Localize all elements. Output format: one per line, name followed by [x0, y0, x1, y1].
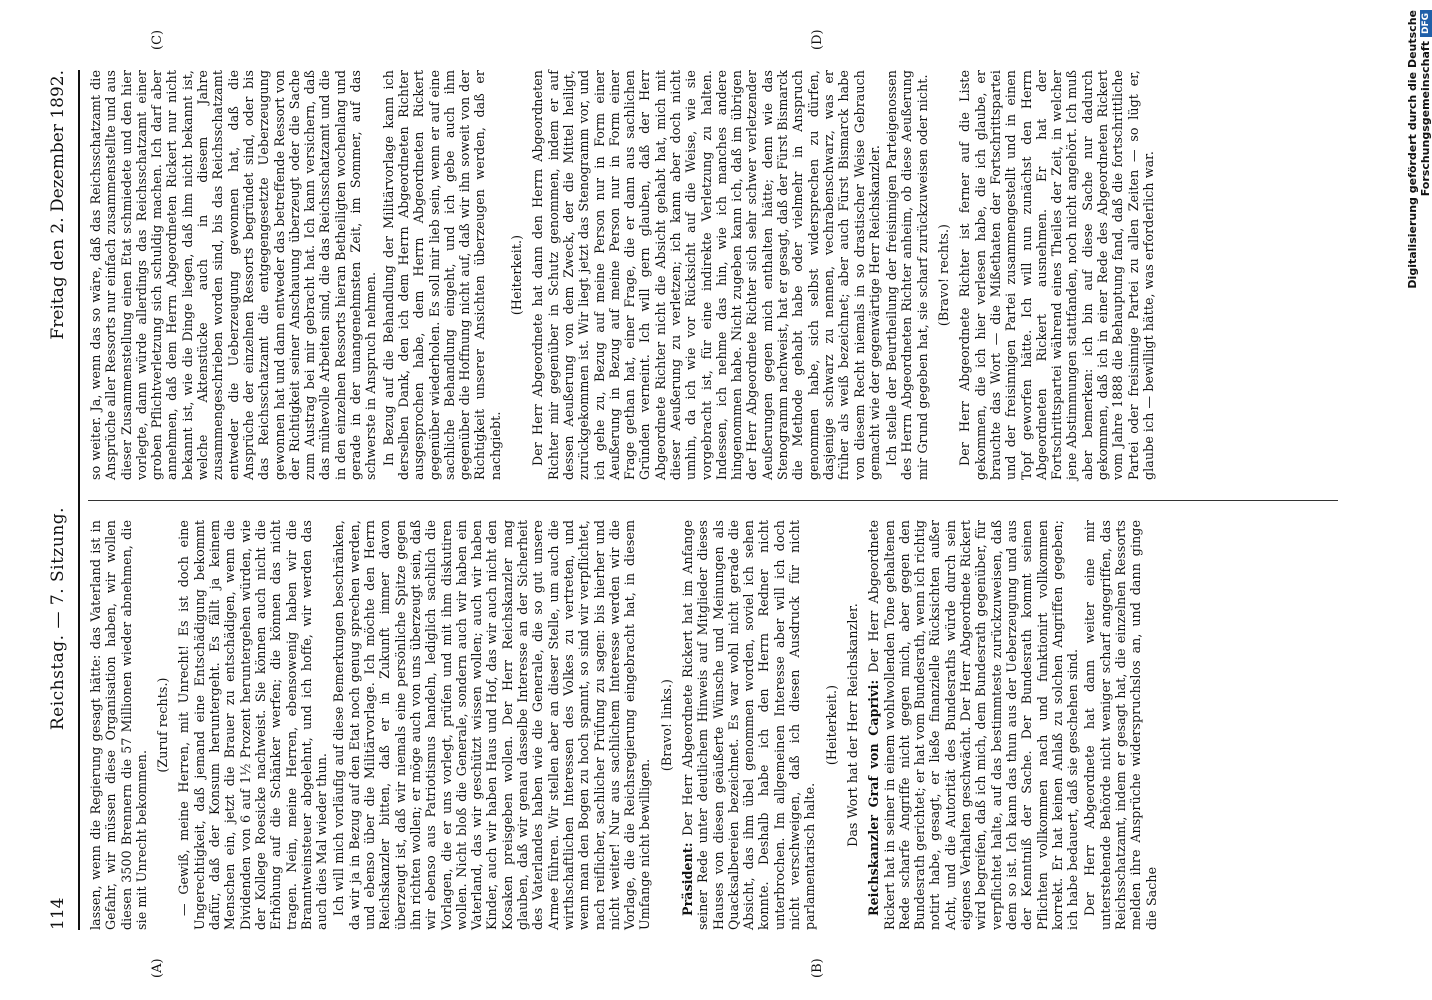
- paragraph: [866, 520, 1080, 930]
- stage-direction: (Bravo! links.): [658, 678, 674, 772]
- page-header: [38, 70, 68, 930]
- digitization-credit: [1406, 10, 1432, 400]
- session-date: Freitag den 2. Dezember 1892.: [48, 70, 68, 340]
- paragraph: so weiter. Ja, wenn das so wäre, daß das Reichsschatzamt die Ansprüche aller Ressorts nur einfach zusammenstellte und aus dieser Zusammenstellung einen Etat schmiedete und den hier vorlegte, dann würde allerdings das Reichsschatzamt einer groben Pflichtverletzung sich schuldig machen. Ich darf aber annehmen, daß dem Herrn Abgeordneten Rickert nur nicht bekannt ist, wie die Dinge liegen, daß ihm nicht bekannt ist, welche Aktenstücke auch in diesem Jahre zusammengeschrieben worden sind, bis das Reichsschatzamt entweder die Ueberzeugung gewonnen hat, daß die Ansprüche der einzelnen Ressorts begründet sind, oder bis das Reichsschatzamt die entgegengesetzte Ueberzeugung gewonnen hat und dann entweder das betreffende Ressort von der Richtigkeit seiner Anschauung überzeugt oder die Sache zum Austrag bei mir gebracht hat. Ich kann versichern, daß das mühevolle Arbeiten sind, die das Reichsschatzamt und die in den einzelnen Ressorts hieran Betheiligten wochenlang und gerade in der unangenehmsten Zeit, im Sommer, auf das schwerste in Anspruch nehmen.: [88, 70, 379, 480]
- page-number: 114: [48, 897, 68, 930]
- paragraph: In Bezug auf die Behandlung der Militärvorlage kann ich derselben Dank, den ich dem Herrn Abgeordneten Richter ausgesprochen habe, dem Herrn Abgeordneten Rickert gegenüber wiederholen. Es soll mir lieb sein, wenn er auf eine sachliche Behandlung eingeht, und ich gebe auch ihm gegenüber die Hoffnung nicht auf, daß wir ihn soweit von der Richtigkeit unserer Ansichten überzeugen werden, daß er nachgiebt.: [380, 70, 503, 480]
- paragraph: Ich stelle der Beurtheilung der freisinnigen Parteigenossen des Herrn Abgeordneten Richter anheim, ob diese Aeußerung mir Grund gegeben hat, sie scharf zurückzuweisen oder nicht.: [884, 70, 930, 480]
- margin-mark-d: (D): [810, 29, 825, 50]
- speaker-name: Reichskanzler Graf von Caprivi:: [866, 679, 882, 916]
- column-divider: [88, 500, 1338, 501]
- session-title: Reichstag. — 7. Sitzung.: [48, 506, 68, 731]
- stage-direction: (Heiterkeit.): [509, 234, 525, 316]
- margin-mark-c: (C): [150, 29, 165, 50]
- paragraph: Der Herr Abgeordnete hat dann den Herrn Abgeordneten Richter mir gegenüber in Schutz genommen, indem er auf dessen Aeußerung von dem Zweck, der die Mittel heiligt, zurückgekommen ist. Wir liegt jetzt das Stenogramm vor, und ich gehe zu, Bezug auf meine Person nur in Form einer Aeußerung in Bezug auf meine Person nur in Form einer Frage gethan hat, einer Frage, die er dann aus sachlichen Gründen verneint. Ich will gern glauben, daß der Herr Abgeordnete Richter nicht die Absicht gehabt hat, mich mit dieser Aeußerung zu verletzen; ich kann aber doch nicht umhin, da ich wie vor Rücksicht auf die Weise, wie sie vorgebracht ist, für eine indirekte Verletzung zu halten. Indessen, ich nehme das hin, wie ich manches andere hingenommen habe. Nicht zugeben kann ich, daß im übrigen der Herr Abgeordnete Richter sich sehr schwer verletzender Aeußerungen gegen mich enthalten hätte; denn wie das Stenogramm nachweist, hat er gesagt, daß der Fürst Bismarck die Methode gehabt habe oder vielmehr in Anspruch genommen habe, sich selbst widersprechen zu dürfen, dasjenige schwarz zu nennen, vechrabenschwarz, was er früher als weiß bezeichnet; aber auch Fürst Bismarck habe von diesem Recht niemals in so drastischer Weise Gebrauch gemacht wie der gegenwärtige Herr Reichskanzler.: [530, 70, 882, 480]
- paragraph: [680, 520, 818, 930]
- paragraph: — Gewiß, meine Herren, mit Unrecht! Es ist doch eine Ungerechtigkeit, daß jemand eine Entschädigung bekommt dafür, daß der Konsum heruntergeht. Es fällt ja keinem Menschen ein, jetzt die Brauer zu entschädigen, wenn die Dividenden von 6 auf 1½ Prozent heruntergehen würden, wie der Kollege Roesicke nachweist. Sie können auch nicht die Erhöhung auf die Schänker werfen; die können das nicht tragen. Nein, meine Herren, ebensowenig haben wir die Branntweinsteuer abgelehnt, und ich hoffe, wir werden das auch dies Mal wieder thun.: [176, 520, 330, 930]
- left-column: [88, 520, 1338, 930]
- speech-text: Der Herr Abgeordnete Rickert hat im Anfange seiner Rede unter deutlichem Hinweis auf Mitglieder dieses Hauses von diesen geäußerte Wünsche und Meinungen als Quacksalbereien bezeichnet. Es war wohl nicht gerade die Absicht, das ihm übel genommen worden, soviel ich sehen konnte. Deshalb habe ich den Herrn Redner nicht unterbrochen. Im allgemeinen Interesse aber will ich doch nicht verschweigen, daß ich diesen Ausdruck für nicht parlamentarisch halte.: [679, 520, 818, 930]
- credit-text: Digitalisierung gefördert durch die Deutsche Forschungsgemeinschaft: [1406, 10, 1432, 289]
- header-rule: [78, 70, 80, 930]
- paragraph: Der Herr Abgeordnete Richter ist ferner auf die Liste gekommen, die ich hier verlesen habe, die ich glaube, er brauchte das Wort — die Mißethaten der Fortschrittspartei und der freisinnigen Partei zusammengestellt und in einen Topf geworfen hätte. Ich will nun zunächst den Herrn Abgeordneten Rickert ausnehmen. Er hat der Fortschrittspartei während eines Theiles der Zeit, in welcher jene Abstimmungen stattfanden, noch nicht angehört. Ich muß aber bemerken: ich bin auf diese Sache nur dadurch gekommen, daß ich in einer Rede des Abgeordneten Rickert vom Jahre 1888 die Behauptung fand, daß die fortschrittliche Partei oder freisinnige Partei zu allen Zeiten — so lügt er, glaube ich — bewilligt hätte, was erforderlich war.: [957, 70, 1156, 480]
- paragraph: Ich will mich vorläufig auf diese Bemerkungen beschränken, da wir ja in Bezug auf den Etat noch genug sprechen werden, und ebenso über die Militärvorlage. Ich möchte den Herrn Reichskanzler bitten, daß er in Zukunft immer davon überzeugt ist, daß wir niemals eine persönliche Spitze gegen ihn richten wollen; er möge auch von uns überzeugt sein, daß wir ebenso aus Patriotismus handeln, lediglich sachlich die Vorlagen, die er uns vorlegt, prüfen und mit ihm diskutiren wollen. Nicht bloß die Generale, sondern auch wir haben ein Vaterland, das wir geschützt wissen wollen; auch wir haben Kinder, auch wir haben Haus und Hof, das wir auch nicht den Kosaken preisgeben wollen. Der Herr Reichskanzler mag glauben, daß wir genau dasselbe Interesse an der Sicherheit des Vaterlandes haben wie die Generale, die so gut unsere Armee führen. Wir stellen aber an dieser Stelle, um auch die wirthschaftlichen Interessen des Volkes zu vertreten, und wenn man den Bogen zu hoch spannt, so sind wir verpflichtet, nach reiflicher, sachlicher Prüfung zu sagen: bis hierher und nicht weiter! Nur aus sachlichem Interesse werden wir die Vorlage, die die Reichsregierung eingebracht hat, in diesem Umfange nicht bewilligen.: [331, 520, 653, 930]
- stage-direction: (Bravo! rechts.): [936, 223, 952, 327]
- speaker-name: Präsident:: [679, 842, 695, 916]
- stage-direction: Das Wort hat der Herr Reichskanzler.: [844, 603, 860, 847]
- margin-mark-a: (A): [150, 958, 165, 978]
- paragraph: lassen, wenn die Regierung gesagt hätte: das Vaterland ist in Gefahr, wir müssen diese Organisation haben, wir wollen diesen 3500 Brennern die 57 Millionen wieder abnehmen, die sie mit Unrecht bekommen.: [88, 520, 149, 930]
- text-body: [88, 70, 1338, 930]
- paragraph: Der Herr Abgeordnete hat dann weiter eine mir unterstehende Behörde nicht weniger scharf angegriffen, das Reichsschatzamt, indem er gesagt hat, die einzelnen Ressorts melden ihre Ansprüche widerspruchslos an, und dann ginge die Sache: [1082, 520, 1159, 930]
- stage-direction: (Heiterkeit.): [823, 684, 839, 766]
- margin-mark-b: (B): [810, 958, 825, 978]
- speech-text: Der Herr Abgeordnete Rickert hat in seiner in einem wohlwollenden Tone gehaltenen Rede scharfe Angriffe nicht gegen mich, aber gegen den Bundesrath gerichtet; er hat vom Bundesrath, wenn ich richtig notirt habe, gesagt, er ließe finanzielle Rücksichten außer Acht, und die Autorität des Bundesraths würde durch sein eigenes Verhalten geschwächt. Der Herr Abgeordnete Rickert wird begreifen, daß ich mich, dem Bundesrath gegenüber, für verpflichtet halte, auf das bestimmteste zurückzuweisen, daß dem so ist. Ich kann das thun aus der Ueberzeugung und aus der Kenntniß der Sache. Der Bundesrath kommt seinen Pflichten vollkommen nach und funktionirt vollkommen korrekt. Er hat keinen Anlaß zu solchen Angriffen gegeben; ich habe bedauert, daß sie geschehen sind.: [866, 519, 1081, 930]
- right-column: [88, 70, 1338, 480]
- stage-direction: (Zuruf rechts.): [155, 677, 171, 773]
- dfg-logo: DFG: [1420, 10, 1432, 37]
